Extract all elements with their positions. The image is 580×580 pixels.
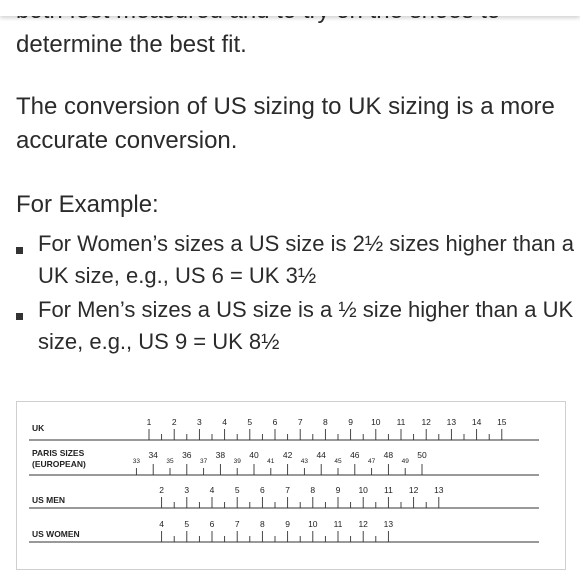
- list-item-text: For Men’s sizes a US size is a ½ size higher than a UK size, e.g., US 9 = UK 8½: [38, 297, 574, 354]
- size-value-label: 8: [310, 485, 316, 495]
- example-heading: For Example:: [16, 191, 159, 218]
- size-value-label: 10: [371, 417, 381, 427]
- size-value-label: 9: [285, 519, 290, 529]
- size-value-label: 40: [249, 450, 259, 460]
- size-value-label: 1: [146, 417, 152, 427]
- size-value-label: 5: [234, 485, 240, 495]
- intro-paragraph: determine the best fit.: [16, 31, 247, 58]
- size-value-label: 37: [199, 458, 208, 465]
- size-value-label: 50: [417, 450, 427, 460]
- size-value-label: 2: [159, 485, 164, 495]
- top-header-bar: [0, 0, 580, 16]
- bullet-square-icon: [16, 313, 23, 320]
- size-value-label: 3: [184, 485, 190, 495]
- size-value-label: 48: [383, 450, 394, 460]
- row-label: US MEN: [32, 495, 66, 505]
- size-value-label: 35: [166, 458, 174, 465]
- size-value-label: 11: [333, 519, 343, 529]
- list-item: [16, 294, 576, 358]
- list-item-text: For Women’s sizes a US size is 2½ sizes higher than a UK size, e.g., US 6 = UK 3½: [38, 231, 574, 288]
- size-conversion-chart: [16, 401, 566, 570]
- row-label: US WOMEN: [32, 529, 80, 539]
- size-value-label: 8: [260, 519, 265, 529]
- size-value-label: 3: [197, 417, 202, 427]
- size-value-label: 46: [350, 450, 360, 460]
- size-value-label: 2: [171, 417, 177, 427]
- size-value-label: 6: [209, 519, 215, 529]
- list-item: [16, 228, 576, 292]
- size-value-label: 6: [272, 417, 278, 427]
- size-value-label: 4: [222, 417, 227, 427]
- bullet-square-icon: [16, 247, 23, 254]
- size-value-label: 7: [234, 519, 240, 529]
- size-value-label: 13: [383, 519, 394, 529]
- size-value-label: 11: [383, 485, 393, 495]
- size-value-label: 5: [247, 417, 253, 427]
- row-label: (EUROPEAN): [32, 459, 86, 469]
- size-value-label: 5: [184, 519, 190, 529]
- row-label: PARIS SIZES: [32, 448, 85, 458]
- size-value-label: 13: [446, 417, 457, 427]
- size-value-label: 45: [334, 458, 342, 465]
- size-value-label: 4: [159, 519, 164, 529]
- size-value-label: 12: [358, 519, 368, 529]
- example-list: [16, 228, 576, 360]
- size-value-label: 41: [267, 458, 275, 465]
- size-value-label: 15: [497, 417, 507, 427]
- size-value-label: 13: [434, 485, 444, 495]
- conversion-paragraph: The conversion of US sizing to UK sizing is a more accurate conversion.: [16, 93, 555, 154]
- size-value-label: 9: [348, 417, 353, 427]
- size-value-label: 10: [308, 519, 318, 529]
- size-value-label: 11: [396, 417, 406, 427]
- size-value-label: 7: [297, 417, 303, 427]
- size-value-label: 42: [282, 450, 293, 460]
- size-value-label: 14: [471, 417, 482, 427]
- size-chart-svg: [17, 402, 565, 569]
- size-value-label: 44: [316, 450, 326, 460]
- size-value-label: 39: [233, 458, 241, 465]
- row-label: UK: [32, 423, 45, 433]
- size-value-label: 43: [300, 458, 309, 465]
- size-value-label: 4: [209, 485, 215, 495]
- size-value-label: 34: [148, 450, 158, 460]
- size-value-label: 33: [132, 458, 141, 465]
- size-value-label: 9: [335, 485, 341, 495]
- size-value-label: 12: [421, 417, 431, 427]
- size-value-label: 38: [215, 450, 226, 460]
- size-value-label: 47: [367, 458, 376, 465]
- size-value-label: 36: [182, 450, 192, 460]
- size-value-label: 12: [408, 485, 419, 495]
- size-value-label: 8: [323, 417, 328, 427]
- size-value-label: 6: [260, 485, 265, 495]
- size-value-label: 7: [285, 485, 290, 495]
- size-value-label: 10: [358, 485, 368, 495]
- size-value-label: 49: [401, 458, 409, 465]
